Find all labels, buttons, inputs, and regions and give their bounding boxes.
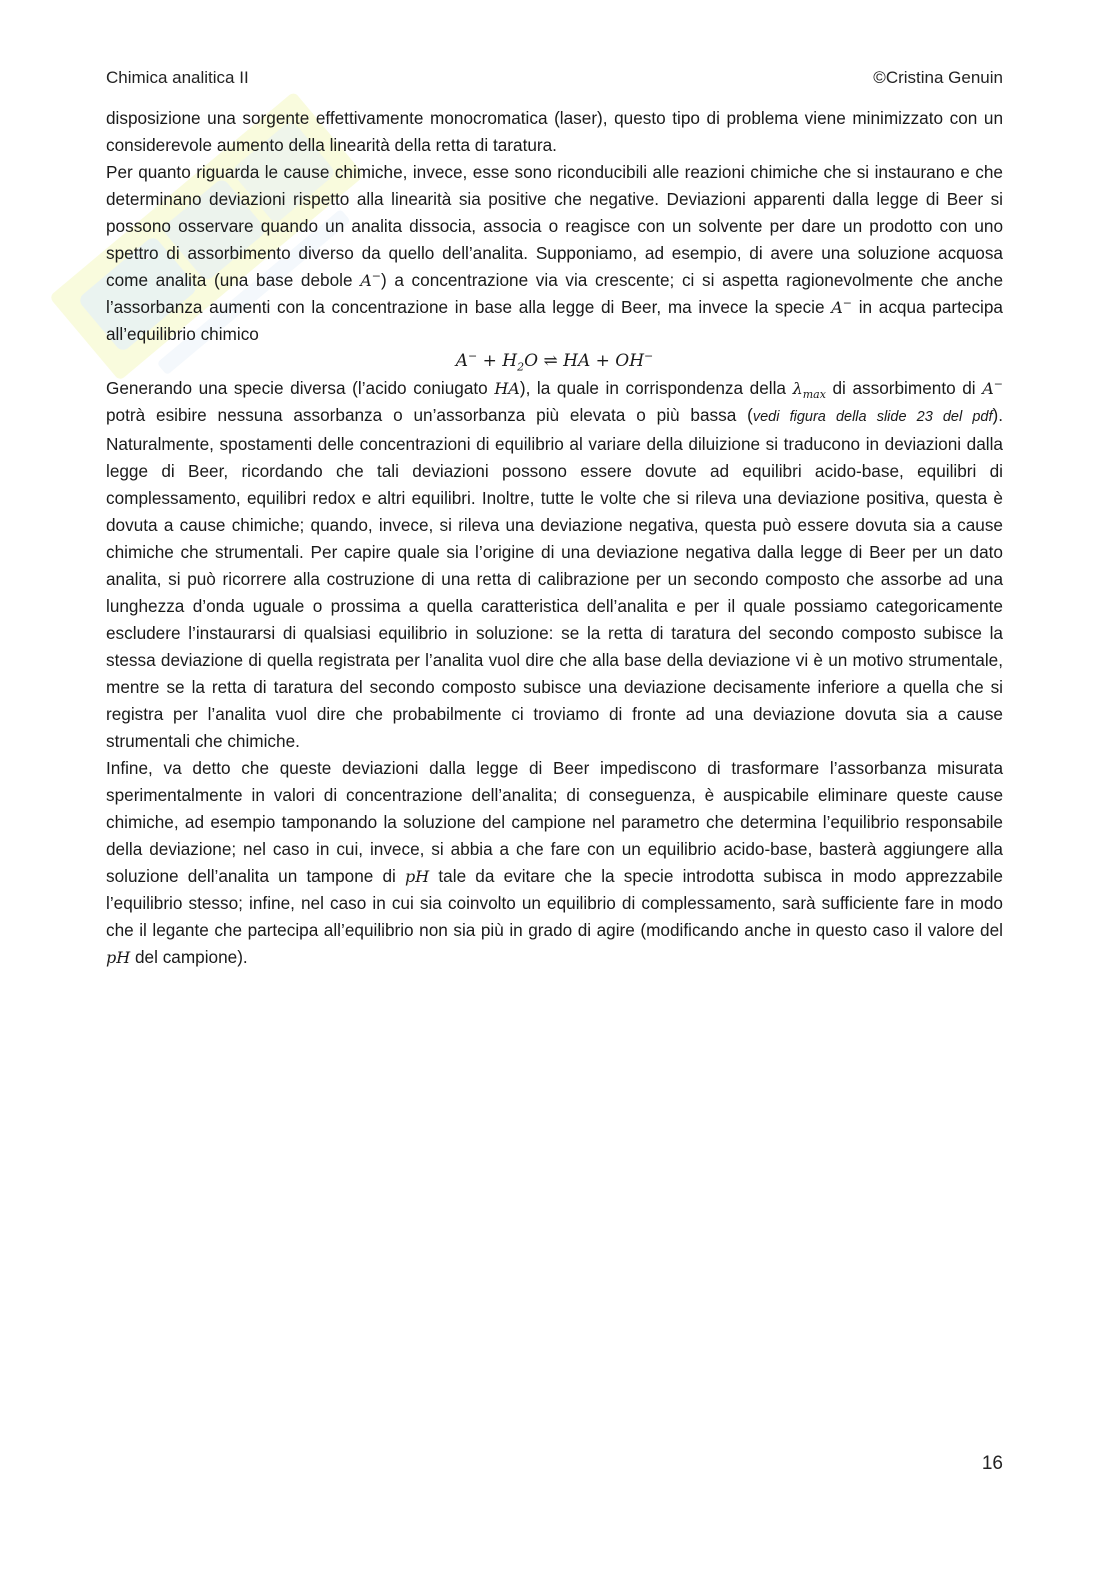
paragraph-text: ) a concentrazione via via crescente; ci si aspetta ragionevolmente che anche l’assorbanza aumenti con la concentrazione in base alla legge di Beer, ma invece la specie [106,270,1004,317]
figure-reference: vedi figura della slide 23 del pdf [752,409,993,425]
paragraph: Generando una specie diversa (l’acido coniugato HA), la quale in corrispondenza della $\lambda_{max}$ di assorbimento di A− potrà esibire nessuna assorbanza o un’assorbanza più elevata o più bassa (vedi figura della slide 23 del pdf). Naturalmente, spostamenti delle concentrazioni di equilibrio al variare della diluizione si traducono in deviazioni dalla legge di Beer, ricordando che tali deviazioni possono essere dovute ad equilibri acido-base, equilibri di complessamento, equilibri redox e altri equilibri. Inoltre, tutte le volte che si rileva una deviazione positiva, questa è dovuta a cause chimiche; quando, invece, si rileva una deviazione negativa, questa può essere dovuta sia a cause chimiche che strumentali. Per capire quale sia l’origine di una deviazione negativa dalla legge di Beer per un dato analita, si può ricorrere alla costruzione di una retta di calibrazione per un secondo composto che assorbe ad una lunghezza d’onda uguale o prossima a quella caratteristica dell’analita e per il quale possiamo categoricamente escludere l’instaurarsi di qualsiasi equilibrio in soluzione: se la retta di taratura del secondo composto subisce la stessa deviazione di quella registrata per l’analita vuol dire che alla base della deviazione vi è un motivo strumentale, mentre se la retta di taratura del secondo composto subisce una deviazione decisamente inferiore a quella che si registra per l’analita vuol dire che probabilmente ci troviamo di fronte ad una deviazione dovuta sia a cause strumentali che chimiche. [106,377,1003,751]
math-ph: pH [106,948,131,967]
paragraph: Infine, va detto che queste deviazioni dalla legge di Beer impediscono di trasformare l’assorbanza misurata sperimentalmente in valori di concentrazione dell’analita; di conseguenza, è auspicabile eliminare queste cause chimiche, ad esempio tamponando la soluzione del campione nel parametro che determina l’equilibrio responsabile della deviazione; nel caso in cui, invece, si abbia a che fare con un equilibrio acido-base, basterà aggiungere alla soluzione dell’analita un tampone di pH tale da evitare che la specie introdotta subisca in modo apprezzabile l’equilibrio stesso; infine, nel caso in cui sia coinvolto un equilibrio di complessamento, sarà sufficiente fare in modo che il legante che partecipa all’equilibrio non sia più in grado di agire (modificando anche in questo caso il valore del pH del campione). [106,758,1003,967]
paragraph-text: Per quanto riguarda le cause chimiche, invece, esse sono riconducibili alle reazioni chimiche che si instaurano e che determinano deviazioni rispetto alla linearità sia positive che negative. Deviazioni apparenti dalla legge di Beer si possono osservare quando un analita dissocia, associa o reagisce con un solvente per dare un prodotto con uno spettro di assorbimento diverso da quello dell’analita. Supponiamo, ad esempio, di avere una soluzione acquosa come analita (una base debole [106,162,1003,290]
math-species: A− [360,269,381,290]
header-course-title: Chimica analitica II [106,68,249,87]
header-author: ©Cristina Genuin [873,68,1003,87]
math-acid: HA [494,379,520,398]
math-lambda-max: $\lambda_{max}$ [792,379,826,402]
paragraph: disposizione una sorgente effettivamente monocromatica (laser), questo tipo di problema viene minimizzato con un considerevole aumento della linearità della retta di taratura. [106,108,1003,155]
page-number: 16 [981,1453,1003,1474]
chemical-equation: $A^- + H_2O$ ⇌ HA + OH− [455,349,654,374]
math-ph: pH [405,867,430,886]
paragraph-text: in acqua partecipa all’equilibrio chimico [106,297,1003,344]
paragraph [106,159,1003,348]
document-body [106,105,1003,971]
math-species: A− [831,296,853,317]
math-species: A− [982,377,1003,398]
